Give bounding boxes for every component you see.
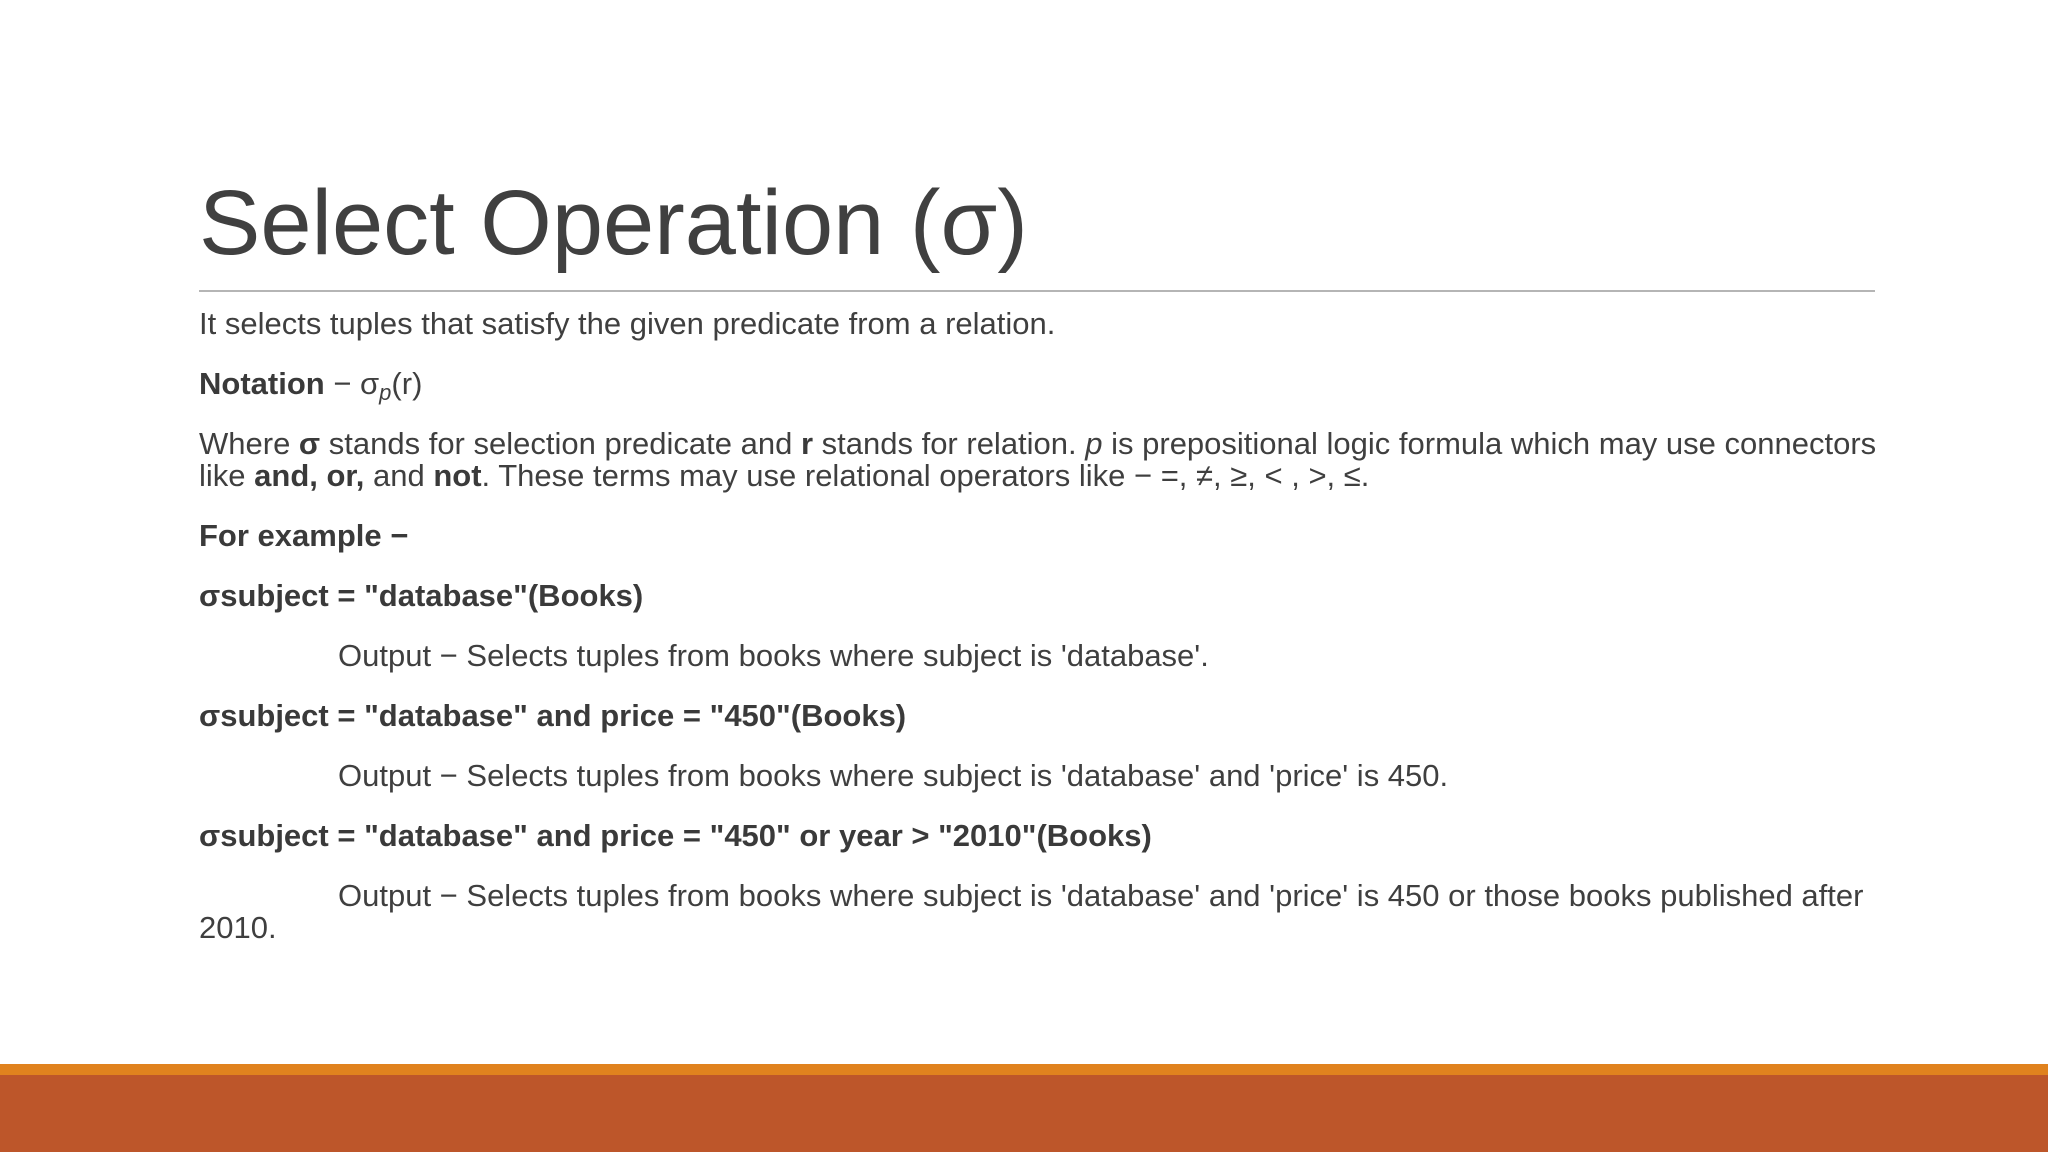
notation-sigma: − σ [324, 366, 380, 401]
where-paragraph: Where σ stands for selection predicate and r stands for relation. p is prepositional logic formula which may use connectors like and, or, and not. These terms may use relational operators like − =, ≠, ≥, < , >, ≤. [199, 426, 1877, 493]
example-expression-1: σsubject = "database"(Books) [199, 578, 644, 613]
example-expression-2: σsubject = "database" and price = "450"(Books) [199, 698, 907, 733]
notation-line [199, 366, 1879, 405]
title-divider [199, 290, 1875, 292]
slide-title: Select Operation (σ) [199, 172, 1028, 274]
notation-arg: (r) [391, 366, 423, 401]
example-output-1: Output − Selects tuples from books where subject is 'database'. [338, 638, 1209, 673]
notation-label: Notation [199, 366, 325, 401]
example-output-2: Output − Selects tuples from books where subject is 'database' and 'price' is 450. [338, 758, 1449, 793]
footer-band [0, 1075, 2048, 1152]
example-expression-3: σsubject = "database" and price = "450" or year > "2010"(Books) [199, 818, 1152, 853]
example-output-3: Output − Selects tuples from books where subject is 'database' and 'price' is 450 or those books published after 2010. [199, 878, 1864, 945]
example-heading: For example − [199, 518, 409, 553]
notation-subscript: p [379, 380, 392, 405]
slide-body [199, 308, 1879, 972]
intro-text: It selects tuples that satisfy the given predicate from a relation. [199, 306, 1056, 341]
footer-accent-stripe [0, 1064, 2048, 1075]
